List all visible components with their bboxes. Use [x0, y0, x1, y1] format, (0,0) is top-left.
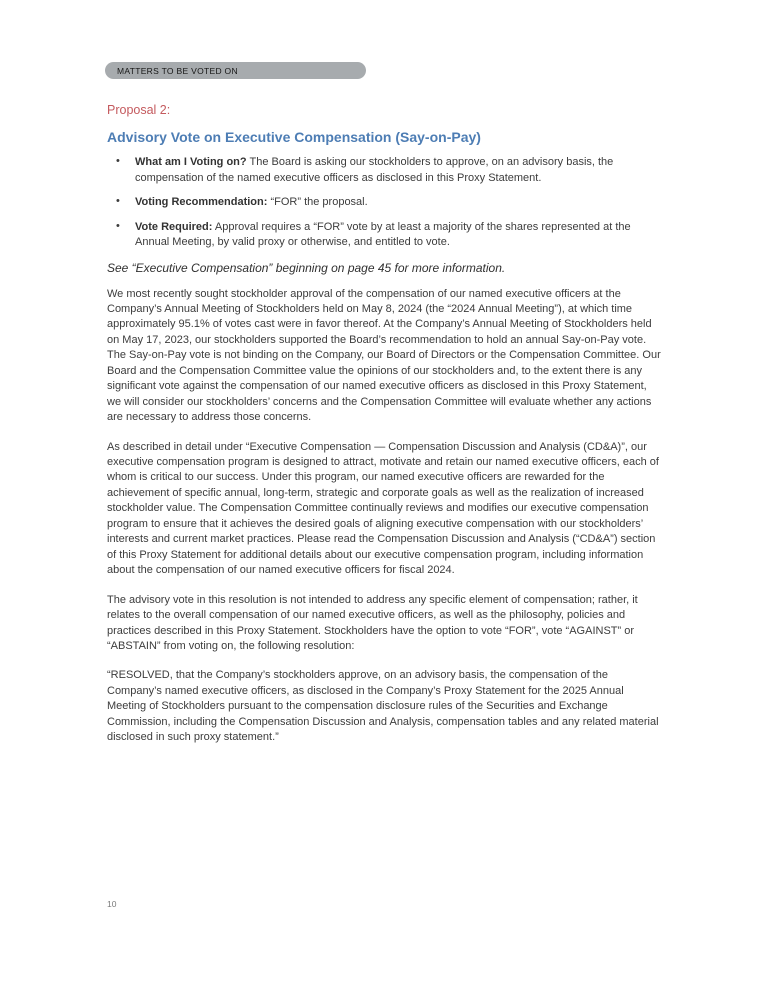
bullet-text: “FOR” the proposal.	[267, 196, 368, 208]
bullet-icon: •	[116, 219, 120, 232]
bullet-item-vote-required	[107, 220, 663, 251]
bullet-bold-label: Vote Required:	[135, 220, 213, 233]
proposal-title: Advisory Vote on Executive Compensation (Say-on-Pay)	[107, 129, 481, 145]
proposal-label: Proposal 2:	[107, 103, 171, 117]
bullet-icon: •	[116, 155, 120, 167]
bullet-item-voting-recommendation	[107, 195, 663, 211]
paragraph-say-on-pay-history: We most recently sought stockholder approval of the compensation of our named executive officers at the Company’s Annual Meeting of Stockholders held on May 8, 2024 (the “2024 Annual Meeting”), at which time approximately 95.1% of votes cast were in favor thereof. At the Company’s Annual Meeting of Stockholders held on May 17, 2023, our stockholders supported the Board’s recommendation to hold an annual Say-on-Pay vote. The Say-on-Pay vote is not binding on the Company, our Board of Directors or the Compensation Committee. Our Board and the Compensation Committee value the opinions of our stockholders and, to the extent there is any significant vote against the compensation of our named executive officers as disclosed in this Proxy Statement, we will consider our stockholders’ concerns and the Compensation Committee will evaluate whether any actions are necessary to address those concerns.	[107, 287, 661, 424]
section-tab-label: MATTERS TO BE VOTED ON	[117, 65, 238, 76]
bullet-icon: •	[116, 195, 120, 207]
paragraph-resolution-text: “RESOLVED, that the Company’s stockholders approve, on an advisory basis, the compensation of the Company’s named executive officers, as disclosed in the Company’s Proxy Statement for the 2025 Annual Meeting of Stockholders pursuant to the compensation disclosure rules of the Securities and Exchange Commission, including the Compensation Discussion and Analysis, compensation tables and any related material disclosed in such proxy statement.”	[107, 669, 659, 744]
page-number: 10	[107, 899, 117, 909]
bullet-bold-label: What am I Voting on?	[135, 156, 247, 168]
paragraph-compensation-program: As described in detail under “Executive Compensation — Compensation Discussion and Analysis (CD&A)”, our executive compensation program is designed to attract, motivate and retain our named executive officers, each of whom is critical to our success. Under this program, our named executive officers are rewarded for the achievement of specific annual, long-term, strategic and corporate goals as well as the realization of increased stockholder value. The Compensation Committee continually reviews and modifies our executive compensation program to ensure that it achieves the desired goals of aligning executive compensation with our stockholders’ interests and current market practices. Please read the Compensation Discussion and Analysis (“CD&A”) section of this Proxy Statement for additional details about our executive compensation program, including information about the compensation of our named executive officers for fiscal 2024.	[107, 440, 659, 577]
bullet-bold-label: Voting Recommendation:	[135, 196, 268, 208]
bullet-text: The Board is asking our stockholders to approve, on an advisory basis, the compensation of the named executive officers as disclosed in this Proxy Statement.	[135, 156, 614, 184]
cross-reference-note: See “Executive Compensation” beginning on page 45 for more information.	[107, 260, 506, 275]
bullet-text: Approval requires a “FOR” vote by at least a majority of the shares represented at the Annual Meeting, by valid proxy or otherwise, and entitled to vote.	[135, 220, 631, 248]
bullet-item-what-am-i-voting-on	[107, 155, 663, 186]
page-content	[107, 0, 663, 746]
bullet-list	[107, 155, 663, 251]
paragraph-advisory-vote-scope: The advisory vote in this resolution is not intended to address any specific element of compensation; rather, it relates to the overall compensation of our named executive officers, as well as the philosophy, policies and practices described in this Proxy Statement. Stockholders have the option to vote “FOR”, vote “AGAINST” or “ABSTAIN” from voting on, the following resolution:	[107, 593, 638, 653]
